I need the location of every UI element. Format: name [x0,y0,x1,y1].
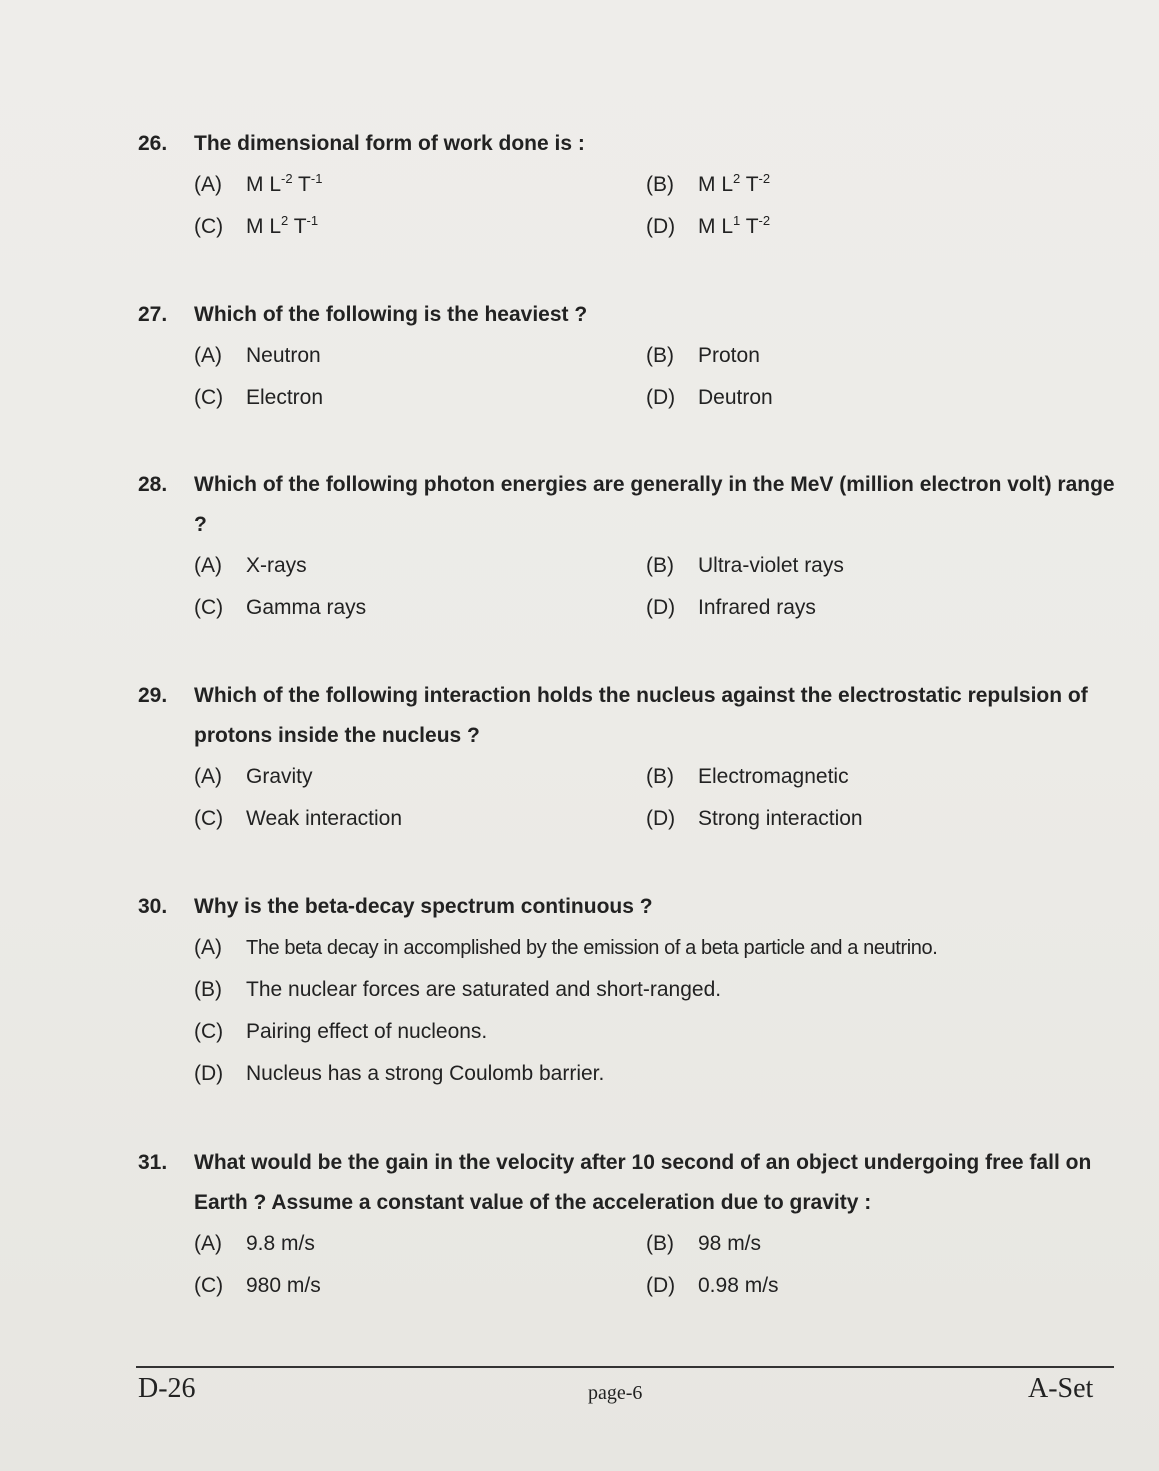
option-c: (C) Pairing effect of nucleons. [194,1011,1118,1053]
option-text: Ultra-violet rays [698,554,844,577]
option-c: (C) Gamma rays [194,587,646,629]
question-31 [138,1143,1118,1307]
option-text: Proton [698,344,760,367]
option-a [194,164,646,206]
question-29 [138,676,1118,840]
option-letter: (B) [646,173,674,196]
option-text: Nucleus has a strong Coulomb barrier. [246,1062,605,1085]
page-number: page-6 [588,1382,643,1404]
question-number: 27. [138,303,168,326]
option-d: (D) Nucleus has a strong Coulomb barrier. [194,1053,1118,1095]
question-number: 29. [138,684,168,707]
option-c: (C) Electron [194,377,646,419]
question-number: 30. [138,895,168,918]
footer-divider [136,1366,1114,1368]
option-text: Infrared rays [698,596,816,619]
booklet-code: D-26 [138,1373,196,1404]
question-26 [138,124,1118,248]
option-text: Pairing effect of nucleons. [246,1020,488,1043]
option-text: 98 m/s [698,1232,762,1255]
option-formula: M $L^1$ $T^{-2}$ [698,213,771,238]
option-formula: M $L^2$ $T^{-2}$ [698,171,771,196]
question-number: 28. [138,473,168,496]
option-text: Deutron [698,386,773,409]
option-letter: (A) [194,173,222,196]
option-d [646,206,1066,248]
question-text: What would be the gain in the velocity after 10 second of an object undergoing free fall on Earth ? Assume a constant value of the acceleration due to gravity : [194,1151,1092,1214]
option-formula: M $L^2$ $T^{-1}$ [246,213,319,238]
option-b [646,164,1066,206]
option-b: (B) 98 m/s [646,1223,1066,1265]
option-b: (B) Proton [646,335,1066,377]
option-text: 0.98 m/s [698,1274,779,1297]
option-c: (C) Weak interaction [194,798,646,840]
question-text: Which of the following interaction holds the nucleus against the electrostatic repulsion of protons inside the nucleus ? [194,684,1088,747]
option-text: Neutron [246,344,321,367]
option-letter: (D) [646,215,676,238]
option-formula: M $L^{-2}$ $T^{-1}$ [246,171,323,196]
question-text: The dimensional form of work done is : [194,132,585,155]
option-a: (A) 9.8 m/s [194,1223,646,1265]
option-d: (D) 0.98 m/s [646,1265,1066,1307]
question-28 [138,465,1118,629]
question-number: 31. [138,1151,168,1174]
option-text: Gravity [246,765,313,788]
question-30 [138,887,1118,1095]
option-a: (A) The beta decay in accomplished by the emission of a beta particle and a neutrino. [194,927,1118,969]
option-text: 9.8 m/s [246,1232,315,1255]
option-text: X-rays [246,554,307,577]
option-a: (A) Gravity [194,756,646,798]
set-label: A-Set [1028,1373,1094,1404]
option-text: Weak interaction [246,807,403,830]
option-b: (B) Ultra-violet rays [646,545,1066,587]
option-text: 980 m/s [246,1274,321,1297]
option-text: Electromagnetic [698,765,849,788]
question-number: 26. [138,132,168,155]
question-text: Which of the following is the heaviest ? [194,303,588,326]
option-text: Strong interaction [698,807,863,830]
question-text: Why is the beta-decay spectrum continuous ? [194,895,653,918]
option-c: (C) 980 m/s [194,1265,646,1307]
option-d: (D) Strong interaction [646,798,1066,840]
option-a: (A) Neutron [194,335,646,377]
option-b: (B) The nuclear forces are saturated and short-ranged. [194,969,1118,1011]
question-27 [138,295,1118,419]
option-text: Electron [246,386,324,409]
option-d: (D) Deutron [646,377,1066,419]
option-text: The nuclear forces are saturated and short-ranged. [246,978,722,1001]
option-text: The beta decay in accomplished by the emission of a beta particle and a neutrino. [246,937,938,959]
option-c [194,206,646,248]
option-a: (A) X-rays [194,545,646,587]
question-text: Which of the following photon energies are generally in the MeV (million electron volt) range ? [194,473,1115,536]
option-d: (D) Infrared rays [646,587,1066,629]
option-letter: (C) [194,215,224,238]
option-text: Gamma rays [246,596,367,619]
option-b: (B) Electromagnetic [646,756,1066,798]
